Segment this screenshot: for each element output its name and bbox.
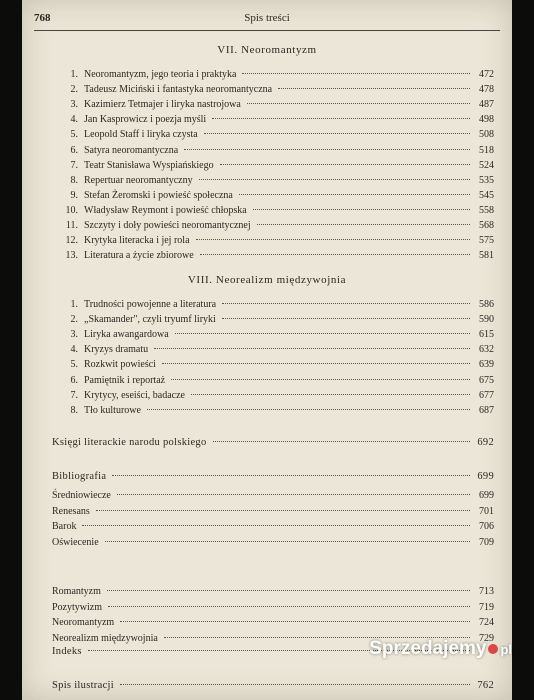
- toc-entry[interactable]: [52, 601, 494, 615]
- toc-entry-page: 508: [479, 129, 494, 141]
- section-heading-viii: VIII. Neorealizm międzywojnia: [187, 274, 347, 286]
- toc-entry-number: 5.: [70, 129, 78, 141]
- toc-entry-title: Neorealizm międzywojnia: [52, 632, 158, 644]
- toc-entry-number: 7.: [70, 389, 78, 401]
- toc-entry[interactable]: [52, 585, 494, 599]
- toc-entry-title: Oświecenie: [52, 537, 99, 549]
- leader-dots: [199, 178, 470, 180]
- toc-entry-number: 13.: [65, 250, 78, 262]
- leader-dots: [154, 347, 470, 349]
- toc-entry-number: 8.: [70, 404, 78, 416]
- leader-dots: [96, 509, 470, 511]
- toc-entry-title: Teatr Stanisława Wyspiańskiego: [84, 159, 214, 171]
- toc-entry-title: Średniowiecze: [52, 490, 111, 501]
- toc-entry-title: Bibliografia: [52, 471, 107, 482]
- toc-entry-page: 701: [479, 505, 494, 517]
- toc-entry[interactable]: [52, 505, 494, 519]
- toc-entry[interactable]: [60, 389, 494, 403]
- toc-entry-title: Szczyty i doły powieści neoromantycznej: [84, 220, 251, 231]
- toc-entry-page: 545: [479, 189, 494, 201]
- toc-entry-title: Władysław Reymont i powieść chłopska: [84, 204, 247, 216]
- leader-dots: [257, 223, 470, 225]
- toc-entry-page: 692: [477, 437, 494, 448]
- toc-entry-title: Barok: [52, 521, 77, 533]
- toc-entry[interactable]: [60, 249, 494, 263]
- toc-entry[interactable]: [60, 128, 494, 142]
- toc-entry-number: 8.: [70, 174, 78, 186]
- toc-entry[interactable]: [60, 343, 494, 357]
- toc-entry-title: Księgi literackie narodu polskiego: [52, 437, 207, 448]
- toc-entry-page: 675: [479, 374, 494, 386]
- toc-entry-title: Neoromantyzm, jego teoria i praktyka: [84, 69, 237, 80]
- toc-entry-page: 699: [479, 490, 494, 501]
- toc-entry-title: Tło kulturowe: [84, 404, 141, 416]
- toc-entry-ksiegi[interactable]: [52, 436, 494, 450]
- leader-dots: [184, 148, 470, 150]
- toc-entry-page: 558: [479, 204, 494, 216]
- page-header: [34, 8, 500, 31]
- toc-entry-title: Literatura a życie zbiorowe: [84, 250, 194, 262]
- toc-entry-title: Trudności powojenne a literatura: [84, 299, 217, 310]
- toc-entry-number: 2.: [70, 84, 78, 96]
- toc-entry-page: 518: [479, 144, 494, 156]
- toc-entry-number: 9.: [70, 189, 78, 201]
- toc-entry-title: Kazimierz Tetmajer i liryka nastrojowa: [84, 99, 241, 111]
- toc-entry[interactable]: [60, 358, 494, 372]
- toc-entry-number: 4.: [70, 114, 78, 126]
- toc-entry-title: Repertuar neoromantyczny: [84, 174, 193, 186]
- leader-dots: [204, 132, 470, 134]
- leader-dots: [213, 440, 470, 442]
- toc-entry-title: Satyra neoromantyczna: [84, 144, 179, 156]
- toc-entry[interactable]: [60, 313, 494, 327]
- toc-entry-number: 2.: [70, 314, 78, 326]
- toc-entry-page: 677: [479, 389, 494, 401]
- toc-entry-page: 575: [479, 235, 494, 247]
- leader-dots: [200, 253, 470, 255]
- toc-entry-spis-ilustracji[interactable]: [52, 679, 494, 693]
- toc-entry[interactable]: [60, 189, 494, 203]
- toc-entry-title: Spis ilustracji: [52, 680, 114, 691]
- toc-entry-page: 472: [479, 69, 494, 80]
- toc-entry-title: Liryka awangardowa: [84, 329, 169, 341]
- leader-dots: [212, 117, 470, 119]
- toc-entry-title: „Skamander", czyli tryumf liryki: [84, 314, 216, 326]
- toc-entry[interactable]: [60, 204, 494, 218]
- toc-entry-number: 3.: [70, 329, 78, 341]
- toc-entry-number: 10.: [65, 204, 78, 216]
- page-number: 768: [34, 12, 51, 24]
- leader-dots: [242, 72, 470, 74]
- toc-entry[interactable]: [60, 83, 494, 97]
- leader-dots: [247, 102, 470, 104]
- toc-entry-number: 12.: [65, 235, 78, 247]
- toc-entry-page: 719: [479, 601, 494, 613]
- toc-entry-page: 478: [479, 84, 494, 96]
- toc-entry-title: Stefan Żeromski i powieść społeczna: [84, 189, 233, 201]
- leader-dots: [120, 683, 470, 685]
- toc-entry[interactable]: [60, 113, 494, 127]
- toc-entry-page: 713: [479, 586, 494, 597]
- leader-dots: [105, 540, 470, 542]
- toc-entry-title: Krytycy, eseiści, badacze: [84, 389, 185, 401]
- toc-entry[interactable]: [52, 489, 494, 503]
- toc-entry-title: Krytyka literacka i jej rola: [84, 235, 190, 247]
- leader-dots: [82, 524, 470, 526]
- toc-entry[interactable]: [60, 219, 494, 233]
- toc-entry-page: 706: [479, 521, 494, 533]
- toc-entry-title: Indeks: [52, 646, 82, 657]
- watermark-dot-icon: [488, 644, 498, 654]
- toc-entry-page: 729: [479, 632, 494, 644]
- toc-entry-page: 568: [479, 220, 494, 231]
- toc-entry-page: 615: [479, 329, 494, 341]
- toc-entry-title: Rozkwit powieści: [84, 359, 156, 371]
- toc-entry-page: 524: [479, 159, 494, 171]
- toc-entry[interactable]: [52, 536, 494, 550]
- toc-entry-page: 699: [477, 471, 494, 482]
- running-title: Spis treści: [244, 12, 290, 24]
- toc-entry-page: 586: [479, 299, 494, 310]
- toc-entry[interactable]: [60, 298, 494, 312]
- toc-entry[interactable]: [60, 328, 494, 342]
- toc-entry[interactable]: [60, 374, 494, 388]
- leader-dots: [196, 238, 470, 240]
- toc-entry-number: 7.: [70, 159, 78, 171]
- leader-dots: [147, 408, 470, 410]
- toc-entry[interactable]: [60, 144, 494, 158]
- leader-dots: [117, 493, 470, 495]
- toc-entry-page: 639: [479, 359, 494, 371]
- toc-entry-title: Pozytywizm: [52, 601, 102, 613]
- toc-entry-number: 3.: [70, 99, 78, 111]
- toc-entry-number: 6.: [70, 144, 78, 156]
- leader-dots: [120, 620, 470, 622]
- toc-entry-number: 1.: [70, 69, 78, 80]
- toc-entry[interactable]: [60, 98, 494, 112]
- toc-entry[interactable]: [60, 68, 494, 82]
- toc-entry-page: 590: [479, 314, 494, 326]
- section-heading-vii: VII. Neoromantyzm: [217, 44, 317, 56]
- toc-entry-number: 11.: [65, 220, 78, 231]
- leader-dots: [107, 589, 470, 591]
- leader-dots: [253, 208, 470, 210]
- toc-entry[interactable]: [60, 159, 494, 173]
- toc-entry-title: Kryzys dramatu: [84, 344, 149, 356]
- leader-dots: [171, 378, 470, 380]
- leader-dots: [220, 163, 470, 165]
- sprzedajemy-watermark: [369, 638, 512, 660]
- toc-entry[interactable]: [52, 616, 494, 630]
- toc-entry[interactable]: [60, 234, 494, 248]
- toc-entry-page: 487: [479, 99, 494, 111]
- leader-dots: [162, 362, 470, 364]
- watermark-text: Sprzedajemy: [369, 638, 487, 659]
- book-page: [22, 0, 512, 700]
- watermark-tld: pl: [500, 641, 512, 657]
- leader-dots: [222, 302, 470, 304]
- toc-entry-bibliografia[interactable]: [52, 470, 494, 484]
- toc-entry-title: Neoromantyzm: [52, 617, 115, 628]
- toc-entry-title: Romantyzm: [52, 586, 101, 597]
- toc-entry-title: Pamiętnik i reportaż: [84, 374, 166, 386]
- leader-dots: [175, 332, 470, 334]
- toc-entry-number: 6.: [70, 374, 78, 386]
- toc-entry-page: 724: [479, 617, 494, 628]
- leader-dots: [239, 193, 470, 195]
- leader-dots: [222, 317, 470, 319]
- toc-entry-page: 498: [479, 114, 494, 126]
- toc-entry[interactable]: [60, 174, 494, 188]
- toc-entry-title: Jan Kasprowicz i poezja myśli: [84, 114, 207, 126]
- leader-dots: [108, 605, 470, 607]
- leader-dots: [112, 474, 470, 476]
- toc-entry-title: Leopold Staff i liryka czysta: [84, 129, 198, 141]
- toc-entry-page: 762: [477, 680, 494, 691]
- toc-entry-page: 709: [479, 537, 494, 549]
- toc-entry-page: 581: [479, 250, 494, 262]
- toc-entry-number: 4.: [70, 344, 78, 356]
- toc-entry-number: 5.: [70, 359, 78, 371]
- toc-entry[interactable]: [60, 404, 494, 418]
- toc-entry-page: 687: [479, 404, 494, 416]
- toc-entry-page: 535: [479, 174, 494, 186]
- leader-dots: [278, 87, 470, 89]
- toc-entry[interactable]: [52, 520, 494, 534]
- toc-entry-page: 632: [479, 344, 494, 356]
- toc-entry-number: 1.: [70, 299, 78, 310]
- toc-entry-title: Renesans: [52, 505, 90, 517]
- toc-entry-title: Tadeusz Miciński i fantastyka neoromantyczna: [84, 84, 273, 96]
- leader-dots: [191, 393, 470, 395]
